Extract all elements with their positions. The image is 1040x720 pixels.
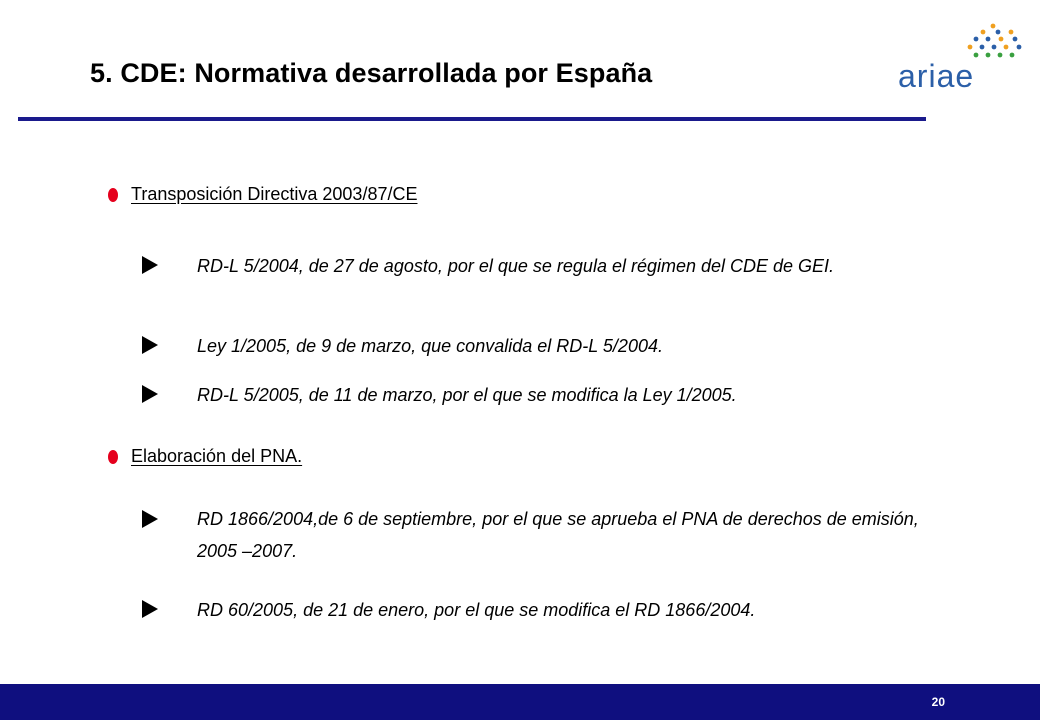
sub-item-text: RD-L 5/2005, de 11 de marzo, por el que se modifica la Ley 1/2005. — [197, 385, 737, 405]
bullet-heading: Elaboración del PNA. — [131, 446, 303, 466]
sub-item — [142, 508, 942, 567]
page-number: 20 — [931, 695, 945, 709]
arrow-right-icon — [142, 336, 158, 354]
sub-item-text: RD-L 5/2004, de 27 de agosto, por el que se regula el régimen del CDE de GEI. — [197, 256, 835, 276]
bullet-dot-icon — [108, 188, 118, 202]
sub-item-text: RD 60/2005, de 21 de enero, por el que se modifica el RD 1866/2004. — [197, 600, 756, 620]
sub-item-text: Ley 1/2005, de 9 de marzo, que convalida el RD-L 5/2004. — [197, 336, 663, 356]
bullet-heading: Transposición Directiva 2003/87/CE — [131, 184, 418, 204]
title-rule — [18, 117, 926, 121]
arrow-right-icon — [142, 600, 158, 618]
bullet-dot-icon — [108, 450, 118, 464]
bullet-elaboracion — [108, 446, 302, 467]
logo — [898, 22, 1028, 94]
sub-item — [142, 598, 942, 622]
logo-dots-icon — [898, 22, 1028, 62]
logo-text: ariae — [898, 58, 975, 94]
bullet-transposicion — [108, 184, 417, 205]
arrow-right-icon — [142, 510, 158, 528]
sub-item-text: RD 1866/2004,de 6 de septiembre, por el que se aprueba el PNA de derechos de emisión, 2005 –2007. — [197, 509, 919, 561]
slide-title: 5. CDE: Normativa desarrollada por España — [90, 58, 653, 88]
sub-item — [142, 383, 942, 407]
arrow-right-icon — [142, 256, 158, 274]
arrow-right-icon — [142, 385, 158, 403]
footer-bar — [0, 684, 1040, 720]
sub-item — [142, 254, 942, 278]
sub-item — [142, 334, 942, 358]
